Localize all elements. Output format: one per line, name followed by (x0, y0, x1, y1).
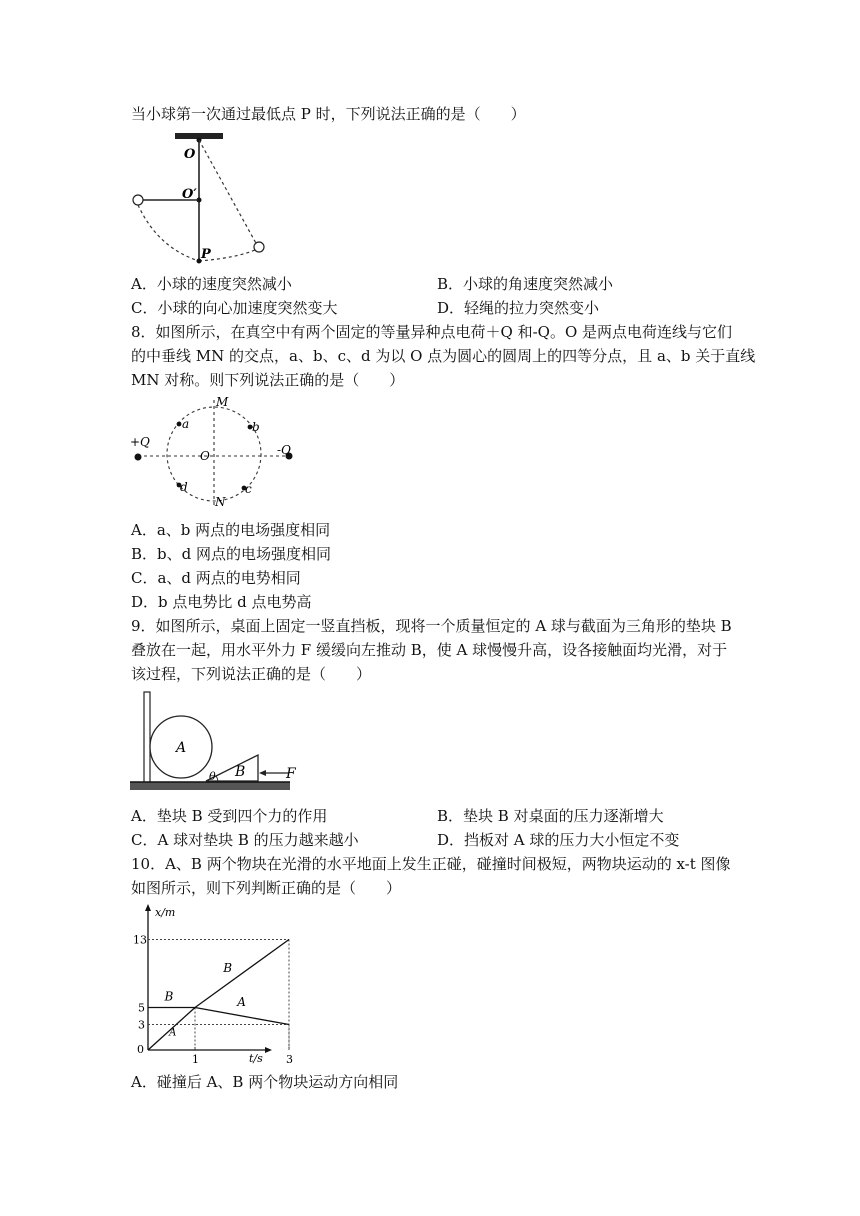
q10-option-a: A．碰撞后 A、B 两个物块运动方向相同 (131, 1073, 399, 1091)
y-tick-label-13: 13 (133, 933, 147, 947)
label-d: d (180, 480, 188, 494)
q8-option-a: A．a、b 两点的电场强度相同 (131, 521, 331, 539)
y-tick-label-3: 3 (138, 1018, 145, 1032)
charge-plus (135, 454, 142, 461)
origin-tick-label: 0 (137, 1043, 144, 1056)
q10-stem-line-2: 如图所示，则下列判断正确的是（ ） (131, 879, 402, 897)
wall-board (144, 692, 150, 788)
q7-option-c: C．小球的向心加速度突然变大 (131, 299, 338, 317)
ball-right (254, 242, 264, 252)
series-label-B-2: B (223, 960, 233, 975)
ball-left (133, 195, 143, 205)
q8-stem-line-1: 8．如图所示，在真空中有两个固定的等量异种点电荷＋Q 和-Q。O 是两点电荷连线与它们 (131, 323, 733, 341)
label-F: F (286, 766, 296, 782)
label-O: O (200, 449, 210, 463)
label-b: b (252, 420, 260, 434)
label-A: A (176, 740, 187, 756)
x-tick-label-3: 3 (286, 1053, 293, 1066)
label-N: N (215, 495, 226, 509)
q9-block-figure (128, 690, 308, 800)
tabletop (130, 782, 290, 790)
label-O-prime: O′ (182, 187, 197, 202)
series-A-segment-1 (195, 1008, 289, 1025)
q7-stem: 当小球第一次通过最低点 P 时，下列说法正确的是（ ） (131, 105, 526, 123)
q8-stem-line-3: MN 对称。则下列说法正确的是（ ） (131, 371, 405, 389)
q7-option-d: D．轻绳的拉力突然变小 (437, 299, 600, 317)
q7-pendulum-figure (128, 130, 278, 270)
label-c: c (245, 482, 252, 496)
series-label-A-3: A (237, 994, 246, 1009)
q10-stem-line-1: 10．A、B 两个物块在光滑的水平地面上发生正碰，碰撞时间极短，两物块运动的 x-t 图像 (131, 855, 731, 873)
q7-option-a: A．小球的速度突然减小 (131, 275, 292, 293)
label-plus-Q: +Q (130, 435, 150, 449)
q8-option-d: D．b 点电势比 d 点电势高 (131, 593, 312, 611)
q9-option-d: D．挡板对 A 球的压力大小恒定不变 (437, 831, 680, 849)
q8-option-b: B．b、d 网点的电场强度相同 (131, 545, 331, 563)
q9-stem-line-1: 9．如图所示，桌面上固定一竖直挡板，现将一个质量恒定的 A 球与截面为三角形的垫块 B (131, 617, 732, 635)
x-tick-label-1: 1 (192, 1053, 199, 1066)
q9-option-c: C．A 球对垫块 B 的压力越来越小 (131, 831, 359, 849)
y-tick-label-5: 5 (138, 1001, 145, 1015)
q7-option-b: B．小球的角速度突然减小 (437, 275, 614, 293)
q10-xt-chart (128, 902, 293, 1066)
label-theta: θ (209, 770, 216, 783)
q9-option-a: A．垫块 B 受到四个力的作用 (131, 807, 328, 825)
y-axis-label: x/m (155, 906, 176, 919)
q9-stem-line-2: 叠放在一起，用水平外力 F 缓缓向左推动 B，使 A 球慢慢升高，设各接触面均光滑，对于 (131, 641, 728, 659)
series-label-B-1: B (164, 989, 174, 1004)
x-axis-label: t/s (249, 1052, 263, 1065)
q9-option-b: B．垫块 B 对桌面的压力逐渐增大 (437, 807, 664, 825)
label-O: O (184, 147, 196, 162)
q8-stem-line-2: 的中垂线 MN 的交点，a、b、c、d 为以 O 点为圆心的圆周上的四等分点，且 a、b 关于直线 (131, 347, 756, 365)
q8-charges-figure (128, 394, 308, 514)
label-B: B (235, 764, 246, 780)
q8-option-c: C．a、d 两点的电势相同 (131, 569, 301, 587)
q9-stem-line-3: 该过程，下列说法正确的是（ ） (131, 665, 372, 683)
label-P: P (201, 247, 211, 262)
series-label-A-0: A (169, 1027, 177, 1039)
label-minus-Q: -Q (277, 443, 291, 457)
label-M: M (216, 395, 229, 409)
label-a: a (182, 417, 190, 431)
